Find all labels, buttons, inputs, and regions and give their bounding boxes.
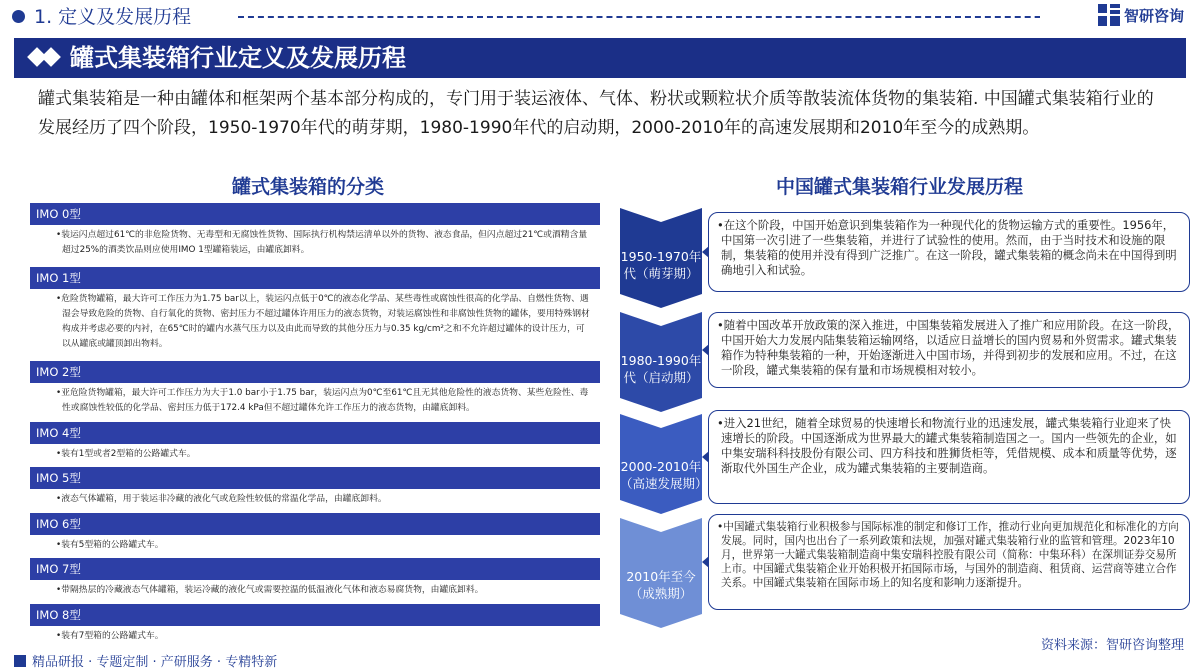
stage-description: •中国罐式集装箱行业积极参与国际标准的制定和修订工作，推动行业向更加规范化和标准化的方向发展。同时，国内也出台了一系列政策和法规，加强对罐式集装箱行业的监管和管理。2023年10月，世界第一大罐式集装箱制造商中集安瑞科控股有限公司（简称：中集环科）在深圳证券交易所上市。中国罐式集装箱企业开始积极开拓国际市场，与国外的制造商、租赁商、运营商等建立合作关系。中国罐式集装箱在国际市场上的知名度和影响力逐渐提升。 [717, 521, 1179, 589]
section-bullet-icon [12, 10, 25, 23]
classification-title: 罐式集装箱的分类 [231, 176, 384, 198]
timeline-period: 1980-1990年代（启动期） [620, 353, 702, 385]
category-description: •液态气体罐箱，用于装运非冷藏的液化气或危险性较低的常温化学品，由罐底卸料。 [56, 494, 387, 504]
history-stage-2 [708, 312, 1190, 388]
history-stage-1 [708, 212, 1190, 292]
category-description: •带隔热层的冷藏液态气体罐箱，装运冷藏的液化气或需要控温的低温液化气体和液态易腐货物，由罐底卸料。 [56, 585, 484, 595]
history-stage-4 [708, 514, 1190, 610]
category-imo5 [30, 467, 600, 507]
top-bar [0, 0, 1200, 34]
timeline-period: 1950-1970年代（萌芽期） [620, 249, 702, 281]
category-imo7 [30, 558, 600, 598]
data-source: 资料来源：智研咨询整理 [1040, 638, 1184, 653]
category-header: IMO 1型 [30, 267, 600, 289]
page-title: 罐式集装箱行业定义及发展历程 [70, 44, 406, 72]
stage-description: •随着中国改革开放政策的深入推进，中国集装箱发展进入了推广和应用阶段。在这一阶段，中国开始大力发展内陆集装箱运输网络，以适应日益增长的国内贸易和外贸需求。罐式集装箱作为特种集装箱的一种，开始逐渐进入中国市场，并得到初步的发展和应用。不过，在这一阶段，罐式集装箱的保有量和市场规模相对较小。 [717, 318, 1180, 377]
brand-name: 智研咨询 [1123, 6, 1184, 25]
category-imo8 [30, 604, 600, 644]
category-imo1 [30, 267, 600, 352]
stage-description: •在这个阶段，中国开始意识到集装箱作为一种现代化的货物运输方式的重要性。1956年，中国第一次引进了一些集装箱，并进行了试验性的使用。然而，由于当时技术和设施的限制，集装箱的使用并没有得到广泛推广。在这一阶段，罐式集装箱的概念尚未在中国得到明确地引入和试验。 [717, 218, 1177, 277]
intro-paragraph: 罐式集装箱是一种由罐体和框架两个基本部分构成的，专门用于装运液体、气体、粉状或颗粒状介质等散装流体货物的集装箱. 中国罐式集装箱行业的发展经历了四个阶段，1950-1970年代的萌芽期，1980-1990年代的启动期，2000-2010年的高速发展期和2010年至今的成熟期。 [38, 89, 1154, 138]
brand-mark-icon [14, 655, 26, 667]
title-band [14, 38, 1186, 78]
brand-logo-icon [1098, 4, 1120, 26]
category-description: •装有7型箱的公路罐式车。 [56, 631, 164, 641]
category-header: IMO 6型 [30, 513, 600, 535]
timeline-stage-4 [620, 518, 702, 628]
timeline-stage-2 [620, 312, 702, 412]
category-header: IMO 8型 [30, 604, 600, 626]
brand [1098, 4, 1184, 26]
category-header: IMO 7型 [30, 558, 600, 580]
category-header: IMO 0型 [30, 203, 600, 225]
timeline-period: 2010年至今（成熟期） [626, 569, 696, 601]
category-imo6 [30, 513, 600, 553]
category-description: •装有5型箱的公路罐式车。 [56, 540, 164, 550]
section-heading: 1. 定义及发展历程 [34, 6, 192, 28]
category-imo0 [30, 203, 600, 258]
services-text: 精品研报 · 专题定制 · 产研服务 · 专精特新 [32, 655, 278, 670]
history-title: 中国罐式集装箱行业发展历程 [775, 176, 1023, 198]
category-imo4 [30, 422, 600, 462]
category-imo2 [30, 361, 600, 416]
category-header: IMO 4型 [30, 422, 600, 444]
category-description: •装运闪点超过61℃的非危险货物、无毒型和无腐蚀性货物、国际执行机构禁运清单以外的货物、液态食品，但闪点超过21℃或酒精含量超过25%的酒类饮品则应使用IMO 1型罐箱装运，由罐底卸料。 [56, 230, 588, 255]
category-description: •亚危险货物罐箱，最大许可工作压力为大于1.0 bar小于1.75 bar，装运闪点为0℃至61℃且无其他危险性的液态货物、某些危险性、毒性或腐蚀性较低的化学品、密封压力低于172.4 kPa但不超过罐体允许工作压力的液态货物，由罐底卸料。 [56, 388, 589, 413]
history-stage-3 [708, 410, 1190, 504]
timeline-stage-3 [620, 414, 708, 514]
footer-services [14, 651, 277, 670]
timeline-stage-1 [620, 208, 702, 308]
category-header: IMO 5型 [30, 467, 600, 489]
category-description: •危险货物罐箱，最大许可工作压力为1.75 bar以上，装运闪点低于0℃的液态化学品、某些毒性或腐蚀性很高的化学品、自燃性货物、遇湿会导致危险的货物、自行氧化的货物、密封压力不超过罐体许用压力的液态货物，对装运腐蚀性和非腐蚀性货物的罐体，要用特殊钢材构成并考虑必要的内衬，在65℃时的罐内水蒸气压力以及由此而导致的其他分压力与0.35 kg/cm²之和不允许超过罐体的设计压力，可以从罐底或罐顶卸出物料。 [56, 294, 590, 349]
diamond-icon [41, 47, 61, 67]
timeline-period: 2000-2010年（高速发展期） [620, 459, 708, 491]
category-header: IMO 2型 [30, 361, 600, 383]
category-description: •装有1型或者2型箱的公路罐式车。 [56, 449, 196, 459]
stage-description: •进入21世纪，随着全球贸易的快速增长和物流行业的迅速发展，罐式集装箱行业迎来了快速增长的阶段。中国逐渐成为世界最大的罐式集装箱制造国之一。国内一些领先的企业，如中集安瑞科科技股份有限公司、四方科技和胜狮货柜等，凭借规模、成本和质量等优势，逐渐取代外国生产企业，成为罐式集装箱的主要制造商。 [717, 416, 1177, 475]
